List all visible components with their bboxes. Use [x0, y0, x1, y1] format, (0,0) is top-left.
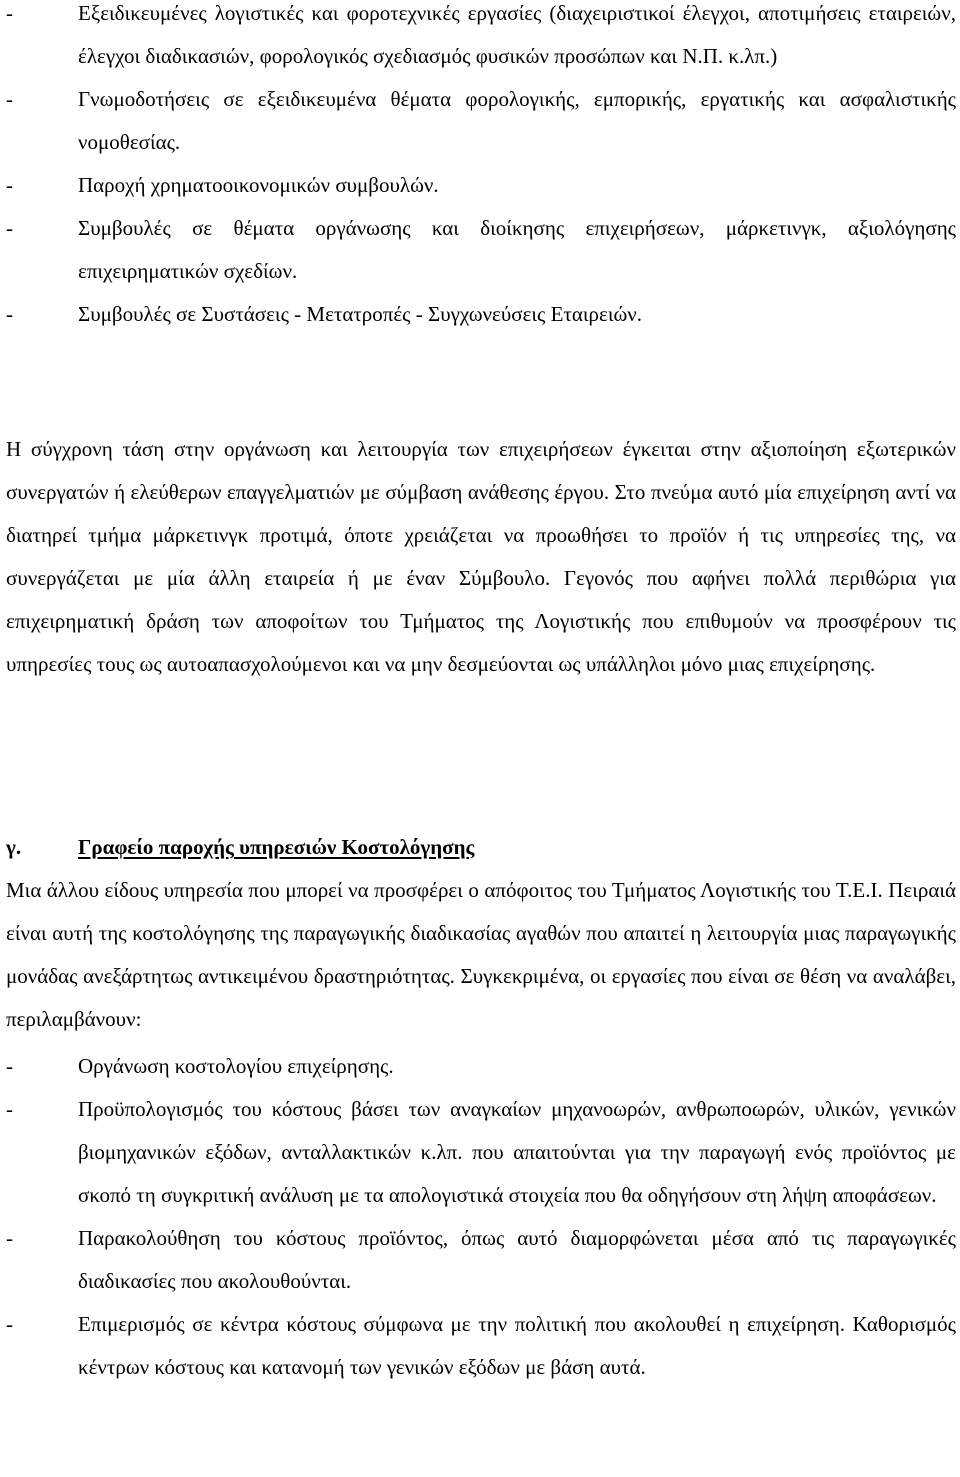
list-item-text: Εξειδικευμένες λογιστικές και φοροτεχνικές εργασίες (διαχειριστικοί έλεγχοι, αποτιμήσεις εταιρειών, έλεγχοι διαδικασιών, φορολογικός σχεδιασμός φυσικών προσώπων και Ν.Π. κ.λπ.) [78, 1, 956, 68]
bullet-dash: - [6, 1226, 13, 1250]
list-item [6, 78, 956, 164]
bullet-dash: - [6, 1, 13, 25]
list-item-text: Προϋπολογισμός του κόστους βάσει των αναγκαίων μηχανοωρών, ανθρωποωρών, υλικών, γενικών βιομηχανικών εξόδων, ανταλλακτικών κ.λπ. που απαιτούνται για την παραγωγή ενός προϊόντος με σκοπό τη συγκριτική ανάλυση με τα απολογιστικά στοιχεία που θα οδηγήσουν στη λήψη αποφάσεων. [78, 1097, 956, 1207]
bottom-bullet-list [6, 1045, 956, 1389]
list-item-text: Επιμερισμός σε κέντρα κόστους σύμφωνα με την πολιτική που ακολουθεί η επιχείρηση. Καθορισμός κέντρων κόστους και κατανομή των γενικών εξόδων με βάση αυτά. [78, 1312, 956, 1379]
list-item [6, 164, 956, 207]
body-paragraph: Μια άλλου είδους υπηρεσία που μπορεί να προσφέρει ο απόφοιτος του Τμήματος Λογιστικής του Τ.Ε.Ι. Πειραιά είναι αυτή της κοστολόγησης της παραγωγικής διαδικασίας αγαθών που απαιτεί η λειτουργία μιας παραγωγικής μονάδας ανεξάρτητως αντικειμένου δραστηριότητας. Συγκεκριμένα, οι εργασίες που είναι σε θέση να αναλάβει, περιλαμβάνουν: [6, 878, 956, 1031]
list-item-text: Παρακολούθηση του κόστους προϊόντος, όπως αυτό διαμορφώνεται μέσα από τις παραγωγικές διαδικασίες που ακολουθούνται. [78, 1226, 956, 1293]
list-item-text: Γνωμοδοτήσεις σε εξειδικευμένα θέματα φορολογικής, εμπορικής, εργατικής και ασφαλιστικής νομοθεσίας. [78, 87, 956, 154]
bullet-dash: - [6, 216, 13, 240]
list-item [6, 0, 956, 78]
section-heading [6, 826, 956, 869]
bullet-dash: - [6, 173, 13, 197]
section-title: Γραφείο παροχής υπηρεσιών Κοστολόγησης [78, 835, 475, 859]
top-bullet-list [6, 0, 956, 336]
list-item [6, 293, 956, 336]
list-item [6, 1088, 956, 1217]
list-item [6, 1217, 956, 1303]
list-item-text: Οργάνωση κοστολογίου επιχείρησης. [78, 1054, 394, 1078]
list-item-text: Παροχή χρηματοοικονομικών συμβουλών. [78, 173, 439, 197]
bullet-dash: - [6, 87, 13, 111]
bullet-dash: - [6, 1312, 13, 1336]
list-item [6, 1045, 956, 1088]
bullet-dash: - [6, 1054, 13, 1078]
section-number: γ. [6, 835, 22, 859]
list-item [6, 207, 956, 293]
bullet-dash: - [6, 1097, 13, 1121]
list-item [6, 1303, 956, 1389]
list-item-text: Συμβουλές σε Συστάσεις - Μετατροπές - Συγχωνεύσεις Εταιρειών. [78, 302, 643, 326]
body-paragraph: Η σύγχρονη τάση στην οργάνωση και λειτουργία των επιχειρήσεων έγκειται στην αξιοποίηση εξωτερικών συνεργατών ή ελεύθερων επαγγελματιών με σύμβαση ανάθεσης έργου. Στο πνεύμα αυτό μία επιχείρηση αντί να διατηρεί τμήμα μάρκετινγκ προτιμά, όποτε χρειάζεται να προωθήσει το προϊόν ή τις υπηρεσίες της, να συνεργάζεται με μία άλλη εταιρεία ή με έναν Σύμβουλο. Γεγονός που αφήνει πολλά περιθώρια για επιχειρηματική δράση των αποφοίτων του Τμήματος της Λογιστικής που επιθυμούν να προσφέρουν τις υπηρεσίες τους ως αυτοαπασχολούμενοι και να μην δεσμεύονται ως υπάλληλοι μόνο μιας επιχείρησης. [6, 437, 956, 676]
list-item-text: Συμβουλές σε θέματα οργάνωσης και διοίκησης επιχειρήσεων, μάρκετινγκ, αξιολόγησης επιχειρηματικών σχεδίων. [78, 216, 956, 283]
bullet-dash: - [6, 302, 13, 326]
